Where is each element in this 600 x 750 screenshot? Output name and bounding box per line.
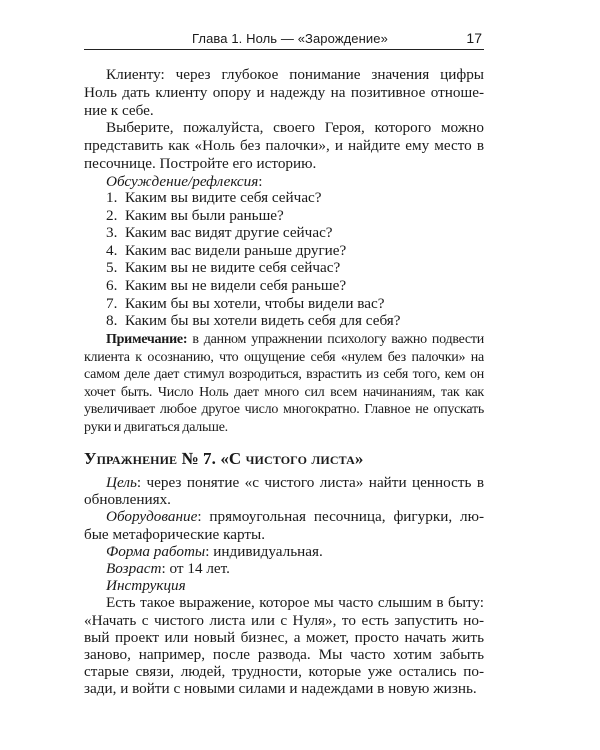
age-text: : от 14 лет. (161, 560, 230, 578)
equipment-label: Оборудование (106, 508, 198, 526)
intro-section (84, 66, 484, 191)
running-title: Глава 1. Ноль — «Зарождение» (192, 31, 388, 46)
instruction-paragraph: Есть такое выражение, которое мы часто слышим в быту: «Начать с чистого листа или с Нуля», то есть запустить новый проект или новый бизнес, а может, просто начать жить заново, например, после развода. Мы часто хотим забыть старые связи, людей, трудности, которые уже остались позади, и войти с новыми силами и надеждами в новую жизнь. (84, 594, 484, 698)
question-item: 7. Каким бы вы хотели, чтобы видели вас? (106, 294, 385, 312)
format-label: Форма работы (106, 542, 206, 560)
running-header (84, 29, 484, 50)
discussion-questions (84, 189, 484, 330)
page-number: 17 (466, 30, 482, 46)
note-label: Примечание: (106, 332, 188, 347)
intro-paragraph-2: Выберите, пожалуйста, своего Героя, которого можно представить как «Ноль без палочки», и найдите ему место в песочнице. Постройте его историю. (84, 119, 484, 172)
age-label: Возраст (106, 560, 162, 578)
exercise-heading: Упражнение № 7. «С чистого листа» (84, 449, 364, 468)
question-item: 3. Каким вас видят другие сейчас? (106, 224, 333, 242)
discussion-label (84, 173, 484, 191)
instruction-label: Инструкция (106, 577, 186, 595)
question-item: 4. Каким вас видели раньше другие? (106, 241, 347, 259)
question-item: 8. Каким бы вы хотели видеть себя для себя? (106, 312, 401, 330)
discussion-label-text: Обсуждение/рефлексия (106, 172, 259, 190)
question-item: 5. Каким вы не видите себя сейчас? (106, 259, 341, 277)
note-text: в данном упражнении психологу важно подвести клиента к осознанию, что ощущение себя «нулем без палочки» на самом деле дает стимул возродиться, взрастить из себя того, кем он хочет быть. Число Ноль дает много сил всем начинаниям, так как увеличивает любое другое число многократно. Главное не опускать руки и двигаться дальше. (84, 332, 484, 435)
equipment-paragraph (84, 508, 484, 542)
format-paragraph (84, 543, 484, 560)
discussion-label-colon: : (258, 172, 263, 190)
goal-paragraph (84, 474, 484, 508)
exercise-section (84, 474, 484, 698)
goal-text: : через понятие «с чистого листа» найти ценность в обновлениях. (84, 474, 484, 509)
goal-label: Цель (106, 474, 137, 491)
age-paragraph (84, 560, 484, 577)
format-text: : индивидуальная. (205, 542, 323, 560)
equipment-text: : прямоугольная песочница, фигурки, любые метафорические карты. (84, 508, 484, 543)
question-item: 1. Каким вы видите себя сейчас? (106, 189, 322, 206)
note-paragraph (84, 331, 484, 437)
intro-paragraph-1: Клиенту: через глубокое понимание значения цифры Ноль дать клиенту опору и надежду на позитивное отношение к себе. (84, 66, 484, 119)
question-item: 2. Каким вы были раньше? (106, 206, 284, 224)
note-section (84, 331, 484, 437)
question-item: 6. Каким вы не видели себя раньше? (106, 276, 347, 294)
